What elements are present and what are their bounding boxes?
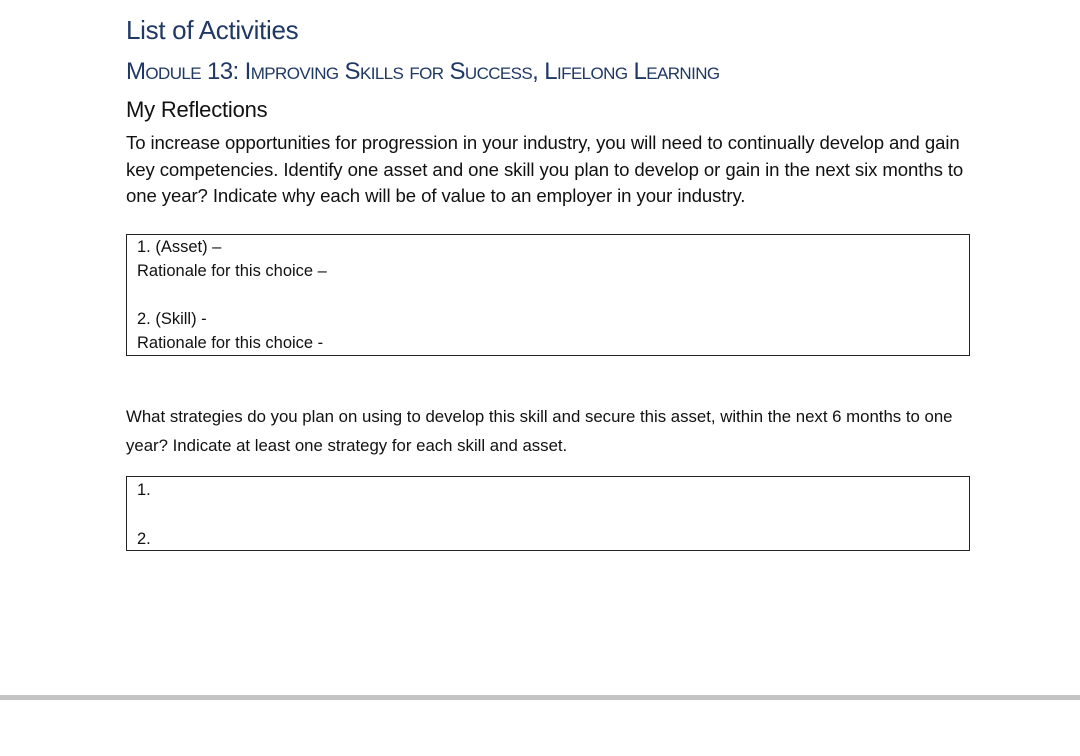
strategy-item-2: 2. <box>137 530 151 548</box>
asset-skill-response-box[interactable] <box>126 234 970 356</box>
footer-divider <box>0 695 1080 700</box>
page-title: List of Activities <box>126 15 299 45</box>
strategies-response-box[interactable] <box>126 476 970 551</box>
skill-label: 2. (Skill) - <box>137 310 207 328</box>
asset-label: 1. (Asset) – <box>137 238 222 256</box>
skill-rationale-label: Rationale for this choice - <box>137 334 324 352</box>
section-heading: My Reflections <box>126 97 268 122</box>
strategy-item-1: 1. <box>137 481 151 499</box>
module-heading: Module 13: Improving Skills for Success, Lifelong Learning <box>126 58 720 85</box>
asset-rationale-label: Rationale for this choice – <box>137 262 327 280</box>
intro-paragraph: To increase opportunities for progression in your industry, you will need to continually develop and gain key competencies. Identify one asset and one skill you plan to develop or gain in the next six months to one year? Indicate why each will be of value to an employer in your industry. <box>126 132 964 206</box>
strategies-question: What strategies do you plan on using to develop this skill and secure this asset, within the next 6 months to one year? Indicate at least one strategy for each skill and asset. <box>126 407 953 455</box>
